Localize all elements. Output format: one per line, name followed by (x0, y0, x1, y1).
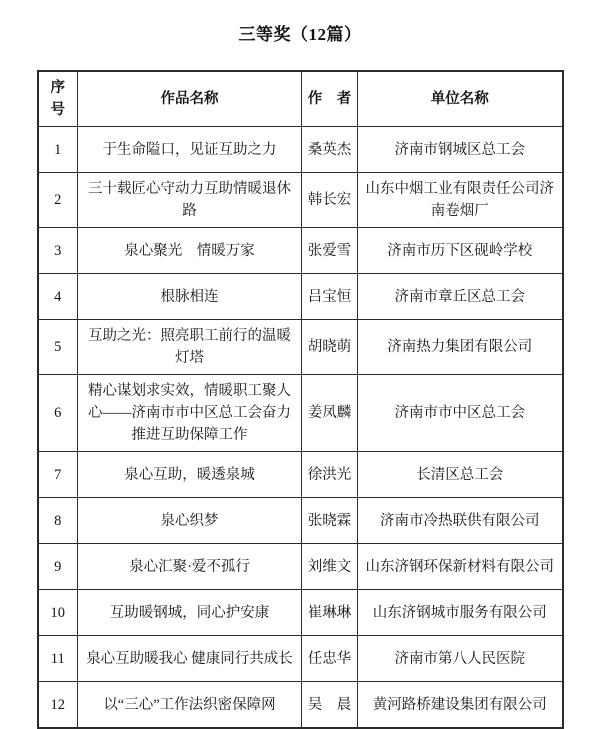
cell-no: 4 (38, 274, 78, 320)
header-cell-org: 单位名称 (358, 71, 563, 127)
table-row (38, 590, 563, 636)
cell-org: 济南热力集团有限公司 (358, 320, 563, 375)
cell-no: 5 (38, 320, 78, 375)
table-row (38, 173, 563, 228)
table-row (38, 544, 563, 590)
header-cell-author: 作 者 (302, 71, 358, 127)
cell-no: 6 (38, 375, 78, 452)
cell-org: 济南市第八人民医院 (358, 636, 563, 682)
cell-author: 吴 晨 (302, 682, 358, 729)
cell-no: 10 (38, 590, 78, 636)
cell-title: 精心谋划求实效，情暖职工聚人心——济南市市中区总工会奋力推进互助保障工作 (78, 375, 302, 452)
cell-author: 桑英杰 (302, 127, 358, 173)
cell-org: 山东济钢环保新材料有限公司 (358, 544, 563, 590)
table-row (38, 452, 563, 498)
awards-table (37, 70, 564, 729)
cell-org: 济南市钢城区总工会 (358, 127, 563, 173)
header-row (38, 71, 563, 127)
cell-org: 山东中烟工业有限责任公司济南卷烟厂 (358, 173, 563, 228)
cell-title: 互助之光：照亮职工前行的温暖灯塔 (78, 320, 302, 375)
cell-author: 吕宝恒 (302, 274, 358, 320)
table-row (38, 682, 563, 729)
cell-org: 济南市章丘区总工会 (358, 274, 563, 320)
cell-org: 黄河路桥建设集团有限公司 (358, 682, 563, 729)
cell-author: 徐洪光 (302, 452, 358, 498)
header-cell-title: 作品名称 (78, 71, 302, 127)
cell-org: 济南市历下区砚岭学校 (358, 228, 563, 274)
cell-author: 崔琳琳 (302, 590, 358, 636)
cell-no: 3 (38, 228, 78, 274)
cell-org: 长清区总工会 (358, 452, 563, 498)
table-row (38, 375, 563, 452)
cell-author: 刘维文 (302, 544, 358, 590)
cell-no: 2 (38, 173, 78, 228)
cell-title: 泉心互助，暖透泉城 (78, 452, 302, 498)
cell-author: 胡晓萌 (302, 320, 358, 375)
cell-org: 济南市市中区总工会 (358, 375, 563, 452)
cell-no: 9 (38, 544, 78, 590)
cell-author: 韩长宏 (302, 173, 358, 228)
cell-no: 8 (38, 498, 78, 544)
table-row (38, 636, 563, 682)
table-row (38, 498, 563, 544)
cell-author: 张爱雪 (302, 228, 358, 274)
cell-no: 12 (38, 682, 78, 729)
table-row (38, 274, 563, 320)
table-row (38, 228, 563, 274)
cell-title: 根脉相连 (78, 274, 302, 320)
cell-title: 于生命隘口，见证互助之力 (78, 127, 302, 173)
cell-no: 1 (38, 127, 78, 173)
cell-title: 泉心互助暖我心 健康同行共成长 (78, 636, 302, 682)
cell-author: 姜凤麟 (302, 375, 358, 452)
header-cell-no: 序 号 (38, 71, 78, 127)
cell-title: 泉心织梦 (78, 498, 302, 544)
cell-author: 张晓霖 (302, 498, 358, 544)
cell-no: 11 (38, 636, 78, 682)
table-row (38, 320, 563, 375)
cell-title: 三十载匠心守动力互助情暖退休路 (78, 173, 302, 228)
page-title: 三等奖（12篇） (238, 25, 362, 44)
table-row (38, 127, 563, 173)
cell-title: 泉心聚光 情暖万家 (78, 228, 302, 274)
cell-title: 以“三心”工作法织密保障网 (78, 682, 302, 729)
cell-author: 任忠华 (302, 636, 358, 682)
cell-org: 济南市冷热联供有限公司 (358, 498, 563, 544)
cell-org: 山东济钢城市服务有限公司 (358, 590, 563, 636)
cell-no: 7 (38, 452, 78, 498)
cell-title: 泉心汇聚·爱不孤行 (78, 544, 302, 590)
cell-title: 互助暖钢城，同心护安康 (78, 590, 302, 636)
